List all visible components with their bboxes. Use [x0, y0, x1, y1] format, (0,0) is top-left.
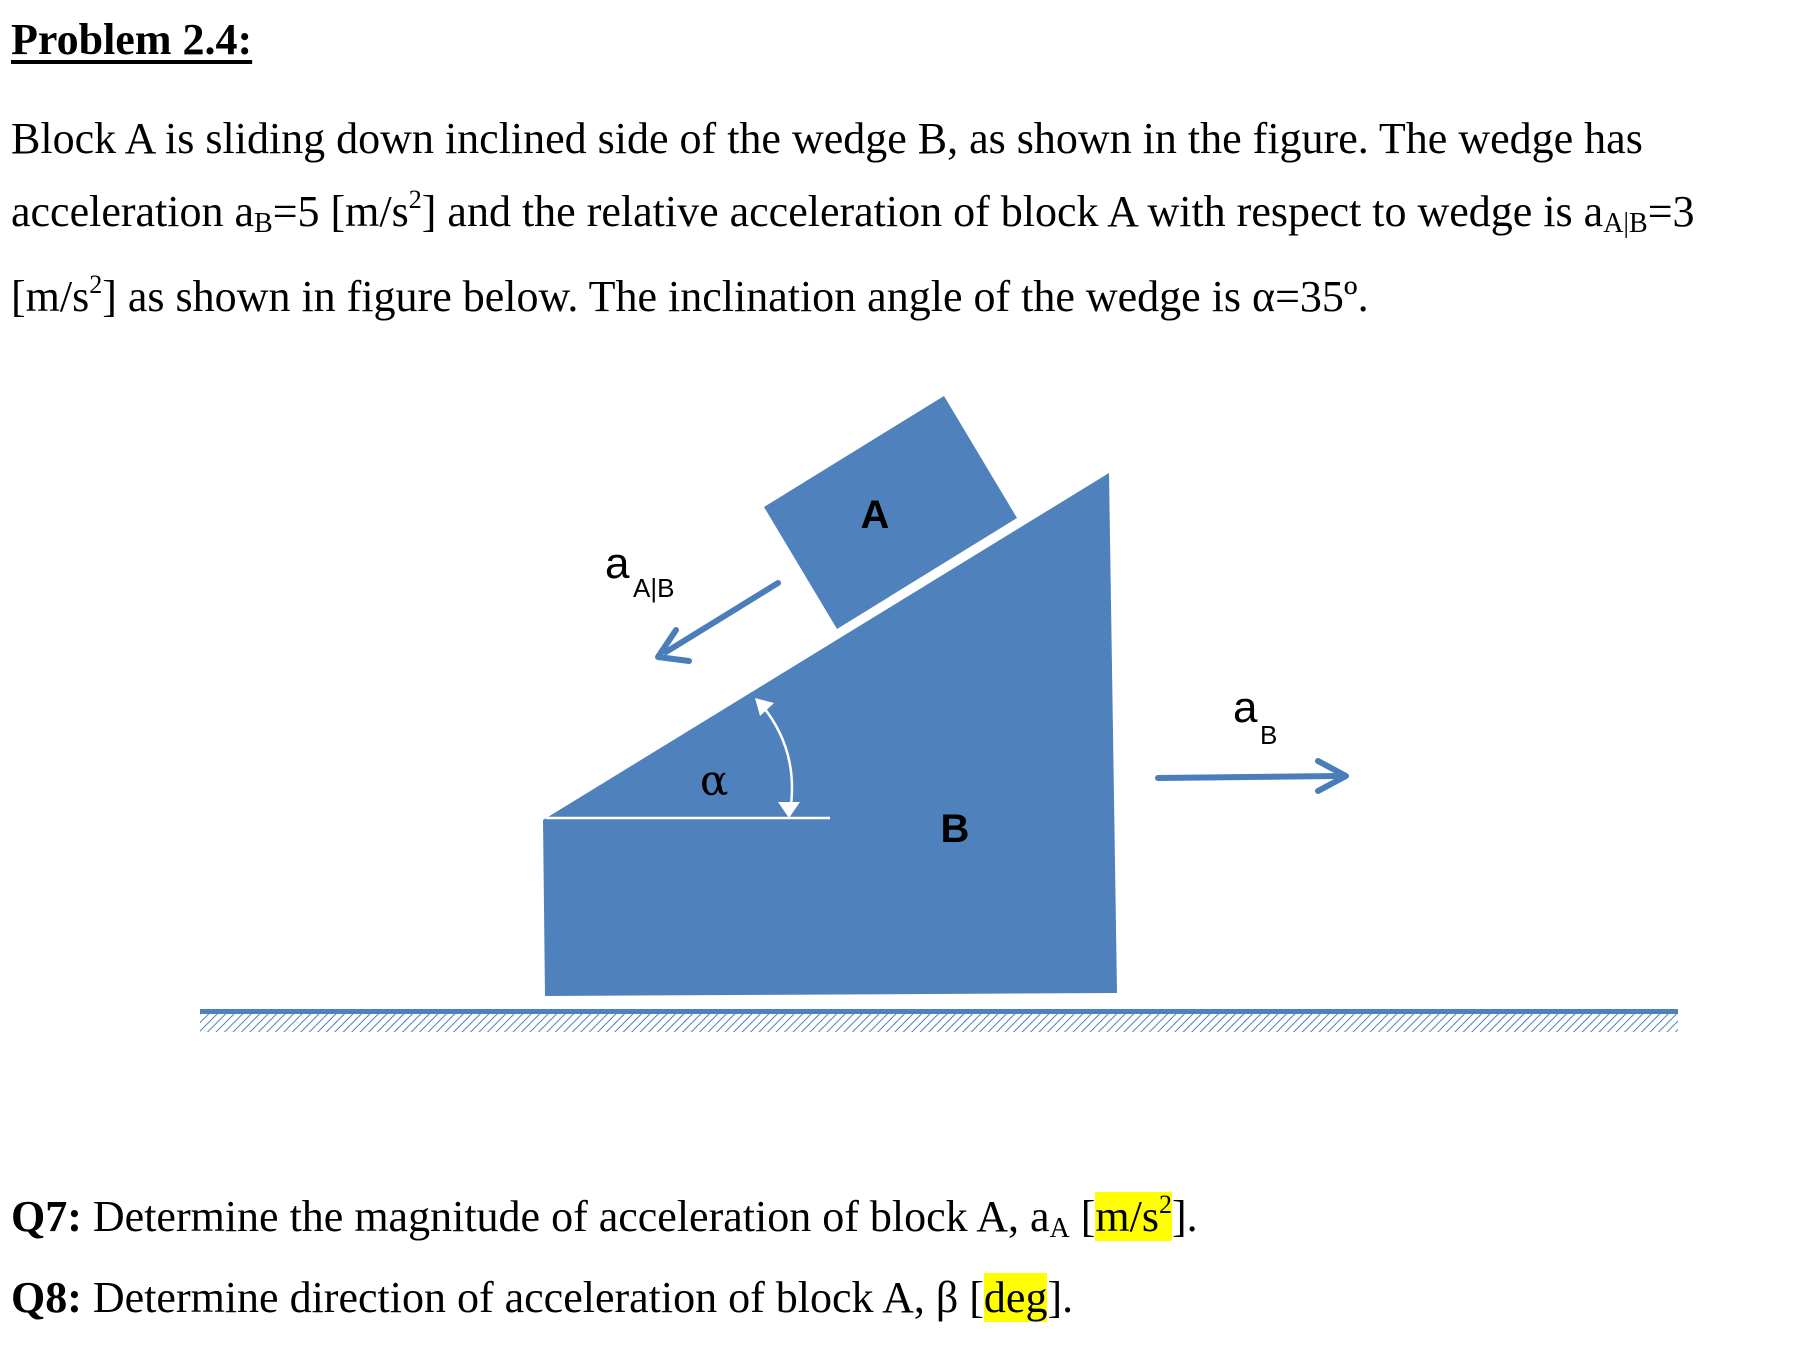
problem-title: Problem 2.4: — [11, 15, 253, 64]
q7-subscript: A — [1049, 1213, 1070, 1244]
statement-line-1: Block A is sliding down inclined side of the wedge B, as shown in the figure. The wedge has — [11, 114, 1643, 163]
ground-hatch — [200, 1014, 1678, 1032]
relative-acceleration-subscript: A|B — [633, 573, 675, 603]
q8-unit-highlight: deg — [983, 1273, 1048, 1322]
relative-acceleration-symbol: a — [605, 539, 630, 588]
wedge-b-label: B — [940, 807, 970, 851]
relative-acceleration-arrow — [666, 583, 778, 652]
q7-label: Q7: — [11, 1192, 82, 1241]
q7-unit-highlight — [1095, 1192, 1172, 1241]
text-fragment: ] and the relative acceleration of block A with respect to wedge is a — [421, 187, 1604, 236]
text-fragment: acceleration a — [11, 187, 255, 236]
subscript: A|B — [1603, 208, 1648, 239]
q7-text: Determine the magnitude of acceleration of block A, a — [81, 1192, 1050, 1241]
question-q8: Q8: Determine direction of acceleration of block A, β [deg]. — [11, 1273, 1074, 1322]
q7-unit: m/s — [1095, 1192, 1159, 1241]
q7-unit-superscript: 2 — [1158, 1190, 1172, 1219]
angle-alpha-label: α — [700, 756, 729, 805]
text-fragment: [m/s — [11, 272, 90, 321]
wedge-acceleration-symbol: a — [1233, 683, 1258, 732]
text-fragment: =3 — [1647, 187, 1695, 236]
wedge-acceleration-subscript: B — [1260, 720, 1278, 750]
q8-label: Q8: — [11, 1273, 82, 1322]
text-fragment: =5 [m/s — [272, 187, 409, 236]
q8-text: Determine direction of acceleration of block A, β — [81, 1273, 970, 1322]
superscript: 2 — [408, 185, 422, 214]
ground-line — [200, 1009, 1678, 1014]
question-q7: Q7: Determine the magnitude of acceleration of block A, $a_A$ $[m/s^2]$. — [11, 1190, 1198, 1244]
superscript: 2 — [89, 270, 103, 299]
text-fragment: ] as shown in figure below. The inclination angle of the wedge is α=35º. — [102, 272, 1369, 321]
wedge-acceleration-arrow — [1158, 776, 1340, 778]
subscript: B — [254, 208, 273, 239]
block-a-label: A — [860, 493, 890, 537]
